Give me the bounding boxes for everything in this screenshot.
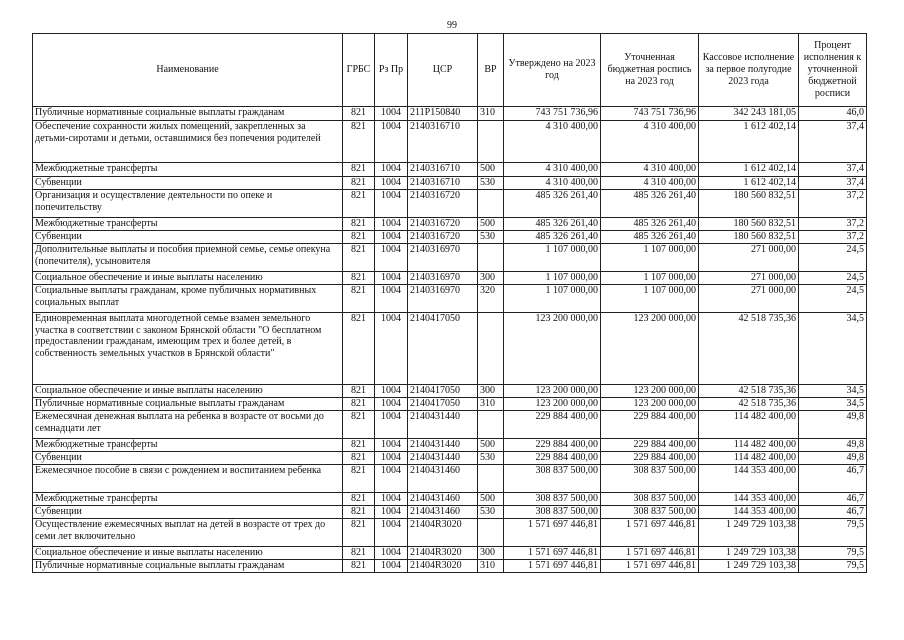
cell-rzpr: 1004: [375, 493, 408, 506]
cell-approved: 4 310 400,00: [504, 121, 601, 163]
cell-name: Субвенции: [33, 506, 343, 519]
cell-vr: 530: [478, 452, 504, 465]
cell-refined: 308 837 500,00: [601, 465, 699, 493]
cell-vr: [478, 465, 504, 493]
cell-grbs: 821: [343, 218, 375, 231]
cell-cash: 1 249 729 103,38: [699, 560, 799, 573]
cell-grbs: 821: [343, 272, 375, 285]
cell-percent: 49,8: [799, 439, 867, 452]
cell-cash: 1 249 729 103,38: [699, 519, 799, 547]
cell-grbs: 821: [343, 244, 375, 272]
cell-cash: 114 482 400,00: [699, 411, 799, 439]
cell-name: Межбюджетные трансферты: [33, 439, 343, 452]
cell-vr: 500: [478, 493, 504, 506]
cell-grbs: 821: [343, 163, 375, 177]
cell-grbs: 821: [343, 547, 375, 560]
cell-approved: 1 107 000,00: [504, 272, 601, 285]
cell-approved: 229 884 400,00: [504, 452, 601, 465]
cell-vr: [478, 313, 504, 385]
table-row: [33, 190, 867, 218]
cell-name: Социальное обеспечение и иные выплаты населению: [33, 547, 343, 560]
cell-name: Социальное обеспечение и иные выплаты населению: [33, 385, 343, 398]
cell-grbs: 821: [343, 560, 375, 573]
header-cash: Кассовое исполнение за первое полугодие 2023 года: [699, 34, 799, 107]
cell-refined: 485 326 261,40: [601, 190, 699, 218]
cell-approved: 1 107 000,00: [504, 244, 601, 272]
cell-cash: 42 518 735,36: [699, 385, 799, 398]
cell-vr: 500: [478, 218, 504, 231]
cell-cash: 144 353 400,00: [699, 506, 799, 519]
cell-rzpr: 1004: [375, 190, 408, 218]
cell-approved: 229 884 400,00: [504, 411, 601, 439]
cell-name: Обеспечение сохранности жилых помещений, закрепленных за детьми-сиротами и детьми, оставшимися без попечения родителей: [33, 121, 343, 163]
table-row: [33, 244, 867, 272]
cell-vr: 500: [478, 439, 504, 452]
cell-name: Публичные нормативные социальные выплаты гражданам: [33, 560, 343, 573]
cell-csr: 2140431460: [408, 465, 478, 493]
cell-rzpr: 1004: [375, 177, 408, 190]
cell-cash: 180 560 832,51: [699, 231, 799, 244]
cell-percent: 79,5: [799, 519, 867, 547]
cell-refined: 743 751 736,96: [601, 107, 699, 121]
header-rzpr: Рз Пр: [375, 34, 408, 107]
cell-refined: 123 200 000,00: [601, 385, 699, 398]
cell-vr: [478, 244, 504, 272]
cell-csr: 2140431440: [408, 411, 478, 439]
cell-rzpr: 1004: [375, 385, 408, 398]
cell-cash: 114 482 400,00: [699, 452, 799, 465]
cell-vr: 310: [478, 398, 504, 411]
cell-grbs: 821: [343, 177, 375, 190]
cell-cash: 180 560 832,51: [699, 218, 799, 231]
cell-grbs: 821: [343, 398, 375, 411]
cell-name: Субвенции: [33, 452, 343, 465]
cell-refined: 4 310 400,00: [601, 163, 699, 177]
table-row: [33, 313, 867, 385]
cell-csr: 2140417050: [408, 385, 478, 398]
cell-approved: 308 837 500,00: [504, 506, 601, 519]
cell-vr: 500: [478, 163, 504, 177]
cell-percent: 37,2: [799, 218, 867, 231]
cell-grbs: 821: [343, 190, 375, 218]
cell-vr: 320: [478, 285, 504, 313]
cell-rzpr: 1004: [375, 313, 408, 385]
cell-percent: 34,5: [799, 385, 867, 398]
table-row: [33, 547, 867, 560]
cell-name: Дополнительные выплаты и пособия приемной семье, семье опекуна (попечителя), усыновителя: [33, 244, 343, 272]
table-row: [33, 385, 867, 398]
cell-rzpr: 1004: [375, 107, 408, 121]
cell-cash: 342 243 181,05: [699, 107, 799, 121]
table-row: [33, 121, 867, 163]
cell-refined: 308 837 500,00: [601, 493, 699, 506]
cell-grbs: 821: [343, 385, 375, 398]
cell-refined: 1 107 000,00: [601, 285, 699, 313]
cell-csr: 2140431460: [408, 506, 478, 519]
cell-cash: 144 353 400,00: [699, 493, 799, 506]
cell-cash: 1 612 402,14: [699, 163, 799, 177]
cell-refined: 1 571 697 446,81: [601, 519, 699, 547]
cell-percent: 49,8: [799, 411, 867, 439]
header-refined: Уточненная бюджетная роспись на 2023 год: [601, 34, 699, 107]
cell-rzpr: 1004: [375, 272, 408, 285]
table-row: [33, 493, 867, 506]
cell-percent: 46,7: [799, 493, 867, 506]
cell-approved: 1 571 697 446,81: [504, 560, 601, 573]
cell-grbs: 821: [343, 506, 375, 519]
cell-refined: 229 884 400,00: [601, 452, 699, 465]
cell-csr: 2140316710: [408, 163, 478, 177]
cell-approved: 1 571 697 446,81: [504, 547, 601, 560]
cell-approved: 229 884 400,00: [504, 439, 601, 452]
header-grbs: ГРБС: [343, 34, 375, 107]
table-row: [33, 285, 867, 313]
cell-approved: 1 571 697 446,81: [504, 519, 601, 547]
table-row: [33, 411, 867, 439]
cell-rzpr: 1004: [375, 452, 408, 465]
cell-csr: 21404R3020: [408, 547, 478, 560]
cell-approved: 485 326 261,40: [504, 190, 601, 218]
cell-csr: 2140316970: [408, 244, 478, 272]
cell-approved: 4 310 400,00: [504, 163, 601, 177]
header-name: Наименование: [33, 34, 343, 107]
table-row: [33, 560, 867, 573]
cell-rzpr: 1004: [375, 519, 408, 547]
cell-grbs: 821: [343, 465, 375, 493]
cell-percent: 37,4: [799, 121, 867, 163]
cell-vr: 300: [478, 272, 504, 285]
cell-refined: 123 200 000,00: [601, 398, 699, 411]
cell-percent: 37,4: [799, 177, 867, 190]
cell-csr: 2140417050: [408, 398, 478, 411]
cell-rzpr: 1004: [375, 547, 408, 560]
cell-csr: 2140431440: [408, 439, 478, 452]
cell-approved: 4 310 400,00: [504, 177, 601, 190]
header-approved: Утверждено на 2023 год: [504, 34, 601, 107]
cell-cash: 114 482 400,00: [699, 439, 799, 452]
cell-refined: 485 326 261,40: [601, 231, 699, 244]
cell-refined: 229 884 400,00: [601, 439, 699, 452]
cell-grbs: 821: [343, 231, 375, 244]
cell-rzpr: 1004: [375, 231, 408, 244]
cell-refined: 1 571 697 446,81: [601, 547, 699, 560]
cell-rzpr: 1004: [375, 411, 408, 439]
cell-name: Публичные нормативные социальные выплаты гражданам: [33, 107, 343, 121]
cell-rzpr: 1004: [375, 439, 408, 452]
cell-csr: 2140316970: [408, 272, 478, 285]
cell-name: Ежемесячное пособие в связи с рождением и воспитанием ребенка: [33, 465, 343, 493]
header-vr: ВР: [478, 34, 504, 107]
cell-refined: 485 326 261,40: [601, 218, 699, 231]
header-csr: ЦСР: [408, 34, 478, 107]
cell-csr: 2140431440: [408, 452, 478, 465]
cell-grbs: 821: [343, 313, 375, 385]
cell-cash: 42 518 735,36: [699, 398, 799, 411]
cell-vr: [478, 190, 504, 218]
cell-percent: 37,2: [799, 231, 867, 244]
cell-cash: 1 249 729 103,38: [699, 547, 799, 560]
cell-percent: 34,5: [799, 313, 867, 385]
cell-grbs: 821: [343, 439, 375, 452]
table-row: [33, 506, 867, 519]
cell-rzpr: 1004: [375, 163, 408, 177]
cell-vr: 300: [478, 547, 504, 560]
cell-refined: 308 837 500,00: [601, 506, 699, 519]
cell-rzpr: 1004: [375, 560, 408, 573]
cell-csr: 2140316970: [408, 285, 478, 313]
cell-grbs: 821: [343, 107, 375, 121]
cell-vr: 530: [478, 177, 504, 190]
cell-vr: 530: [478, 506, 504, 519]
cell-name: Социальное обеспечение и иные выплаты населению: [33, 272, 343, 285]
cell-refined: 4 310 400,00: [601, 177, 699, 190]
header-percent: Процент исполнения к уточненной бюджетной росписи: [799, 34, 867, 107]
cell-name: Межбюджетные трансферты: [33, 493, 343, 506]
cell-approved: 123 200 000,00: [504, 398, 601, 411]
table-header: [33, 34, 867, 107]
header-row: [33, 34, 867, 107]
cell-grbs: 821: [343, 452, 375, 465]
cell-cash: 1 612 402,14: [699, 121, 799, 163]
cell-cash: 271 000,00: [699, 272, 799, 285]
cell-csr: 21404R3020: [408, 560, 478, 573]
budget-table: [32, 33, 867, 573]
cell-name: Межбюджетные трансферты: [33, 218, 343, 231]
cell-percent: 34,5: [799, 398, 867, 411]
cell-vr: 300: [478, 385, 504, 398]
cell-vr: [478, 121, 504, 163]
cell-name: Ежемесячная денежная выплата на ребенка в возрасте от восьми до семнадцати лет: [33, 411, 343, 439]
cell-rzpr: 1004: [375, 244, 408, 272]
table-row: [33, 272, 867, 285]
table-row: [33, 439, 867, 452]
cell-grbs: 821: [343, 285, 375, 313]
cell-approved: 485 326 261,40: [504, 218, 601, 231]
cell-csr: 2140417050: [408, 313, 478, 385]
cell-percent: 79,5: [799, 547, 867, 560]
cell-approved: 123 200 000,00: [504, 313, 601, 385]
cell-grbs: 821: [343, 493, 375, 506]
cell-rzpr: 1004: [375, 218, 408, 231]
cell-percent: 46,7: [799, 465, 867, 493]
cell-vr: 310: [478, 560, 504, 573]
cell-percent: 24,5: [799, 272, 867, 285]
cell-percent: 46,7: [799, 506, 867, 519]
cell-rzpr: 1004: [375, 506, 408, 519]
cell-percent: 24,5: [799, 285, 867, 313]
cell-refined: 4 310 400,00: [601, 121, 699, 163]
cell-grbs: 821: [343, 519, 375, 547]
cell-vr: 530: [478, 231, 504, 244]
cell-csr: 21404R3020: [408, 519, 478, 547]
table-row: [33, 177, 867, 190]
cell-cash: 271 000,00: [699, 285, 799, 313]
cell-cash: 144 353 400,00: [699, 465, 799, 493]
cell-name: Единовременная выплата многодетной семье взамен земельного участка в соответствии с законом Брянской области "О бесплатном предоставлении гражданам, имеющим трех и более детей, в собственность земельных участков в Брянской области": [33, 313, 343, 385]
cell-name: Публичные нормативные социальные выплаты гражданам: [33, 398, 343, 411]
cell-percent: 46,0: [799, 107, 867, 121]
cell-approved: 743 751 736,96: [504, 107, 601, 121]
cell-rzpr: 1004: [375, 465, 408, 493]
table-row: [33, 163, 867, 177]
cell-rzpr: 1004: [375, 398, 408, 411]
cell-refined: 1 107 000,00: [601, 244, 699, 272]
cell-csr: 2140316720: [408, 218, 478, 231]
table-row: [33, 465, 867, 493]
page-number: 99: [447, 20, 457, 31]
table-body: [33, 107, 867, 573]
cell-csr: 2140316720: [408, 190, 478, 218]
table-row: [33, 218, 867, 231]
cell-name: Субвенции: [33, 231, 343, 244]
table-row: [33, 398, 867, 411]
cell-name: Организация и осуществление деятельности по опеке и попечительству: [33, 190, 343, 218]
cell-percent: 49,8: [799, 452, 867, 465]
cell-grbs: 821: [343, 121, 375, 163]
cell-approved: 308 837 500,00: [504, 493, 601, 506]
cell-refined: 1 571 697 446,81: [601, 560, 699, 573]
table-row: [33, 452, 867, 465]
cell-name: Субвенции: [33, 177, 343, 190]
cell-percent: 37,2: [799, 190, 867, 218]
cell-rzpr: 1004: [375, 121, 408, 163]
cell-grbs: 821: [343, 411, 375, 439]
cell-cash: 180 560 832,51: [699, 190, 799, 218]
cell-name: Социальные выплаты гражданам, кроме публичных нормативных социальных выплат: [33, 285, 343, 313]
cell-refined: 123 200 000,00: [601, 313, 699, 385]
cell-csr: 2140316710: [408, 121, 478, 163]
cell-cash: 1 612 402,14: [699, 177, 799, 190]
cell-vr: [478, 411, 504, 439]
cell-vr: [478, 519, 504, 547]
cell-name: Осуществление ежемесячных выплат на детей в возрасте от трех до семи лет включительно: [33, 519, 343, 547]
cell-approved: 308 837 500,00: [504, 465, 601, 493]
table-row: [33, 231, 867, 244]
cell-csr: 2140431460: [408, 493, 478, 506]
cell-cash: 42 518 735,36: [699, 313, 799, 385]
cell-csr: 211P150840: [408, 107, 478, 121]
cell-csr: 2140316720: [408, 231, 478, 244]
cell-csr: 2140316710: [408, 177, 478, 190]
cell-vr: 310: [478, 107, 504, 121]
cell-approved: 123 200 000,00: [504, 385, 601, 398]
cell-percent: 24,5: [799, 244, 867, 272]
table-row: [33, 107, 867, 121]
cell-rzpr: 1004: [375, 285, 408, 313]
cell-approved: 1 107 000,00: [504, 285, 601, 313]
cell-refined: 1 107 000,00: [601, 272, 699, 285]
cell-cash: 271 000,00: [699, 244, 799, 272]
cell-refined: 229 884 400,00: [601, 411, 699, 439]
cell-name: Межбюджетные трансферты: [33, 163, 343, 177]
cell-percent: 79,5: [799, 560, 867, 573]
cell-percent: 37,4: [799, 163, 867, 177]
table-row: [33, 519, 867, 547]
cell-approved: 485 326 261,40: [504, 231, 601, 244]
